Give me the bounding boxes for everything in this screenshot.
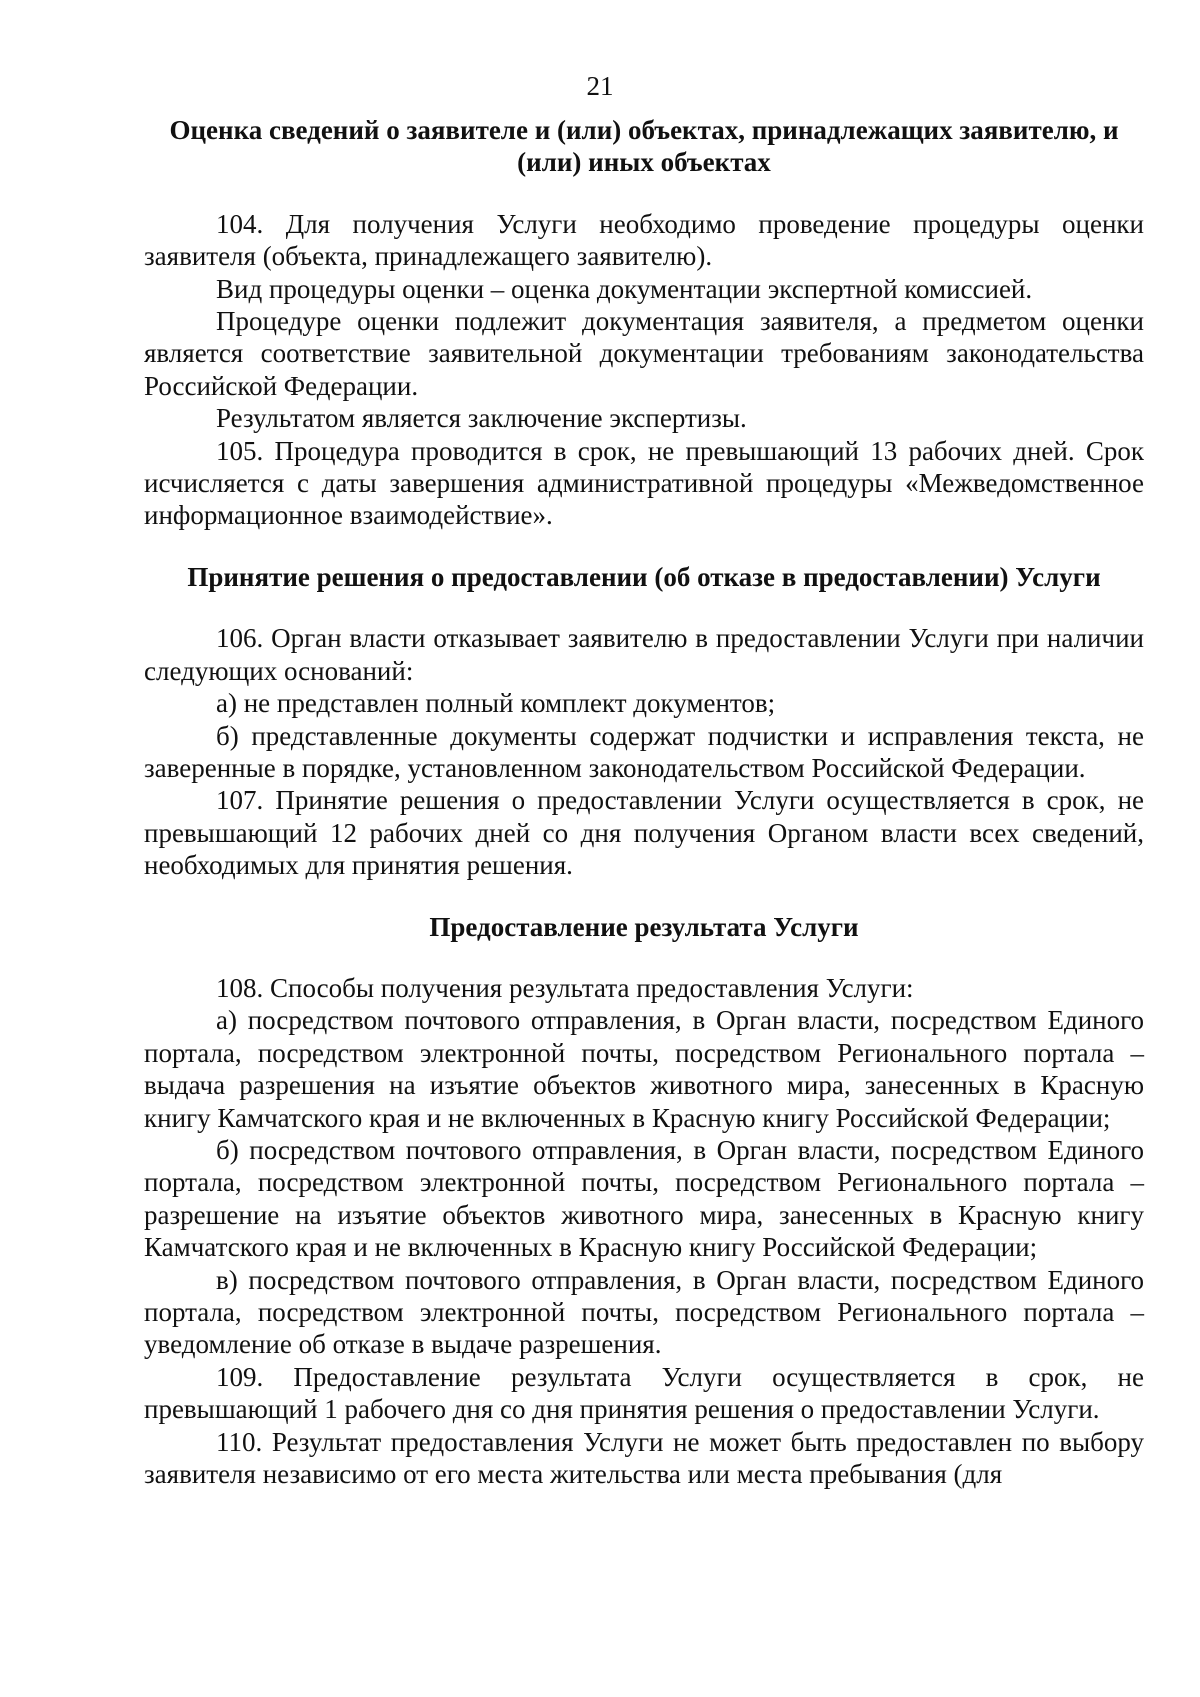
paragraph-108-b: б) посредством почтового отправления, в Орган власти, посредством Единого портала, посредством электронной почты, посредством Регионального портала – разрешение на изъятие объектов животного мира, занесенных в Красную книгу Камчатского края и не включенных в Красную книгу Российской Федерации; <box>144 1134 1144 1263</box>
paragraph-109: 109. Предоставление результата Услуги осуществляется в срок, не превышающий 1 рабочего дня со дня принятия решения о предоставлении Услуги. <box>144 1361 1144 1425</box>
paragraph-108-c: в) посредством почтового отправления, в Орган власти, посредством Единого портала, посредством электронной почты, посредством Регионального портала – уведомление об отказе в выдаче разрешения. <box>144 1264 1144 1360</box>
document-body <box>144 114 1144 1490</box>
paragraph-106-a: а) не представлен полный комплект документов; <box>216 688 776 719</box>
paragraph-105: 105. Процедура проводится в срок, не превышающий 13 рабочих дней. Срок исчисляется с даты завершения административной процедуры «Межведомственное информационное взаимодействие». <box>144 435 1144 531</box>
paragraph-110: 110. Результат предоставления Услуги не может быть предоставлен по выбору заявителя независимо от его места жительства или места пребывания (для <box>144 1426 1144 1490</box>
paragraph-107: 107. Принятие решения о предоставлении Услуги осуществляется в срок, не превышающий 12 рабочих дней со дня получения Органом власти всех сведений, необходимых для принятия решения. <box>144 785 1144 881</box>
paragraph-assessment-result: Результатом является заключение экспертизы. <box>216 403 747 434</box>
paragraph-108: 108. Способы получения результата предоставления Услуги: <box>216 972 914 1003</box>
page-number: 21 <box>586 71 614 101</box>
section-heading-decision: Принятие решения о предоставлении (об отказе в предоставлении) Услуги <box>187 561 1101 592</box>
paragraph-108-a: а) посредством почтового отправления, в Орган власти, посредством Единого портала, посредством электронной почты, посредством Регионального портала – выдача разрешения на изъятие объектов животного мира, занесенных в Красную книгу Камчатского края и не включенных в Красную книгу Российской Федерации; <box>144 1005 1144 1133</box>
section-heading-assessment: Оценка сведений о заявителе и (или) объектах, принадлежащих заявителю, и (или) иных объектах <box>169 115 1119 178</box>
paragraph-106-b: б) представленные документы содержат подчистки и исправления текста, не заверенные в порядке, установленном законодательством Российской Федерации. <box>144 720 1144 783</box>
paragraph-assessment-subject: Процедуре оценки подлежит документация заявителя, а предметом оценки является соответствие заявительной документации требованиям законодательства Российской Федерации. <box>144 306 1144 401</box>
paragraph-106: 106. Орган власти отказывает заявителю в предоставлении Услуги при наличии следующих оснований: <box>144 623 1144 686</box>
section-heading-result: Предоставление результата Услуги <box>429 911 859 942</box>
paragraph-assessment-type: Вид процедуры оценки – оценка документации экспертной комиссией. <box>216 273 1033 304</box>
paragraph-104: 104. Для получения Услуги необходимо проведение процедуры оценки заявителя (объекта, принадлежащего заявителю). <box>144 208 1144 272</box>
